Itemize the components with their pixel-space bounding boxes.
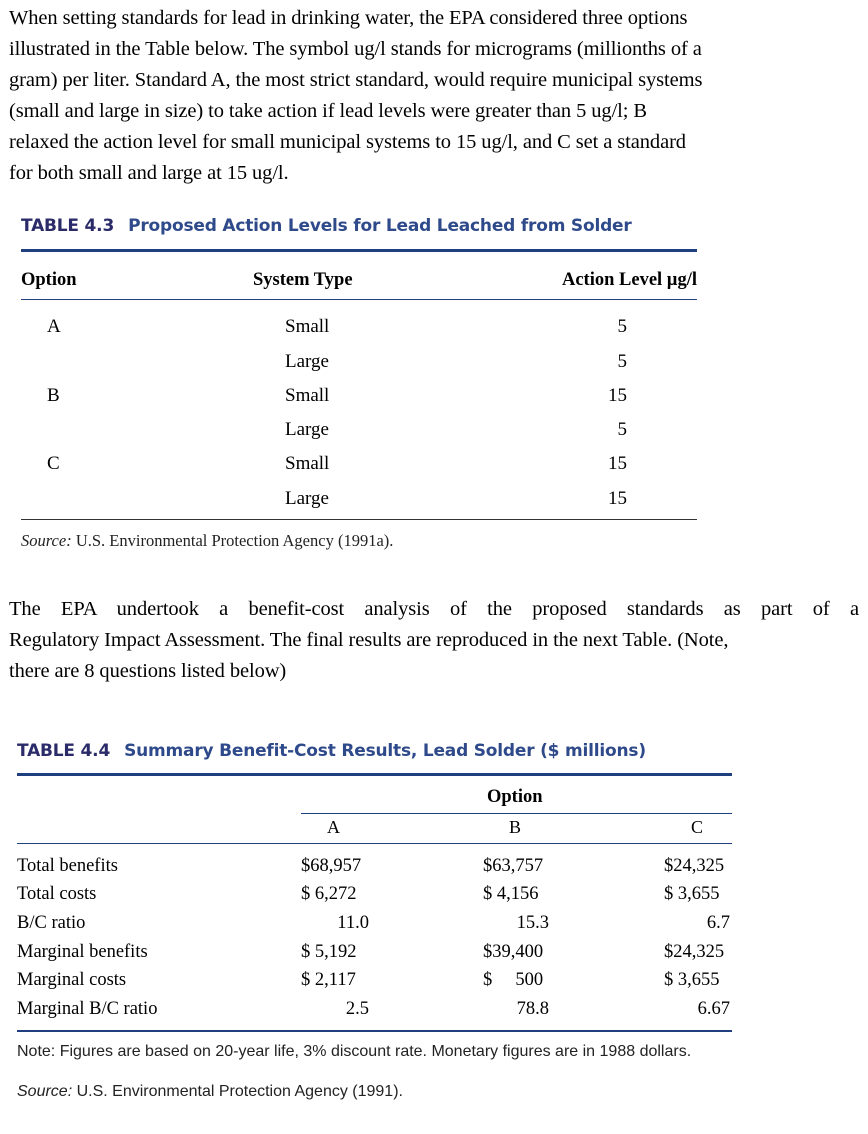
table43-row-level: 5 — [617, 419, 627, 440]
table43-row-level: 5 — [617, 351, 627, 372]
table44-cell-b: $ 500 — [483, 970, 544, 990]
table43-row-system: Small — [285, 453, 330, 474]
table44-row-label: Marginal costs — [17, 970, 127, 990]
table44-cell-c: $24,325 — [664, 856, 725, 876]
table43-row-level: 15 — [608, 385, 627, 406]
table44-cell-c: 6.7 — [706, 913, 730, 933]
table43-header-rule — [21, 299, 697, 300]
table44-row-label: B/C ratio — [17, 913, 86, 933]
table44-cell-b: 78.8 — [516, 999, 549, 1019]
middle-line: there are 8 questions listed below) — [9, 660, 287, 682]
intro-paragraph — [9, 3, 859, 189]
table44-source-text: U.S. Environmental Protection Agency (1991). — [72, 1083, 403, 1100]
table43-row-system: Large — [285, 351, 329, 372]
table44-title: Summary Benefit-Cost Results, Lead Solder ($ millions) — [124, 741, 646, 761]
table43-row-system: Large — [285, 419, 329, 440]
intro-line: When setting standards for lead in drinking water, the EPA considered three options — [9, 7, 688, 29]
table43-number: TABLE 4.3 — [21, 216, 115, 236]
table43-source-text: U.S. Environmental Protection Agency (1991a). — [71, 531, 394, 550]
table43-top-rule — [21, 249, 697, 252]
table44-number: TABLE 4.4 — [17, 741, 111, 761]
table44-note: Note: Figures are based on 20-year life, 3% discount rate. Monetary figures are in 1988 dollars. — [17, 1043, 692, 1060]
table44-row-label: Total benefits — [17, 856, 118, 876]
table44-cell-a: $ 2,117 — [301, 970, 356, 990]
table44-source-label: Source: — [17, 1083, 73, 1100]
table43-caption — [21, 216, 632, 236]
intro-line: (small and large in size) to take action if lead levels were greater than 5 ug/l; B — [9, 100, 647, 122]
table44-cell-a: 2.5 — [345, 999, 369, 1019]
table43-header-action-level: Action Level µg/l — [561, 270, 697, 290]
middle-line: The EPA undertook a benefit-cost analysis of the proposed standards as part of a — [9, 598, 859, 620]
table44-bottom-rule — [17, 1030, 732, 1032]
table44-cell-c: 6.67 — [697, 999, 730, 1019]
table44-cell-a: $ 6,272 — [301, 884, 357, 904]
table43-header-option: Option — [21, 270, 77, 290]
table44-option-header: Option — [487, 787, 543, 807]
table43-row-level: 15 — [608, 453, 627, 474]
table43-source-label: Source: — [21, 531, 72, 550]
table44-option-rule — [301, 813, 732, 814]
table44-row-label: Marginal benefits — [17, 942, 148, 962]
table44-cell-b: $63,757 — [483, 856, 544, 876]
table44-cell-c: $ 3,655 — [664, 970, 720, 990]
table43-row-system: Small — [285, 385, 330, 406]
intro-line: gram) per liter. Standard A, the most strict standard, would require municipal systems — [9, 69, 703, 91]
table44-row-label: Total costs — [17, 884, 97, 904]
table43-row-level: 15 — [608, 488, 627, 509]
table43-row-option: B — [47, 385, 60, 406]
middle-paragraph — [9, 594, 859, 687]
table44-col-c: C — [691, 817, 704, 837]
table44-caption — [17, 741, 646, 761]
table43-title: Proposed Action Levels for Lead Leached from Solder — [128, 216, 632, 236]
table44-header-rule — [17, 843, 732, 844]
table43-row-option: A — [47, 316, 61, 337]
intro-line: relaxed the action level for small municipal systems to 15 ug/l, and C set a standard — [9, 131, 686, 153]
table44-cell-b: $39,400 — [483, 942, 544, 962]
table44-cell-b: 15.3 — [516, 913, 549, 933]
table43-row-system: Small — [285, 316, 330, 337]
table44-cell-a: 11.0 — [337, 913, 369, 933]
table44-col-a: A — [327, 817, 340, 837]
table44-cell-b: $ 4,156 — [483, 884, 539, 904]
table44-cell-a: $68,957 — [301, 856, 362, 876]
intro-line: illustrated in the Table below. The symbol ug/l stands for micrograms (millionths of a — [9, 38, 702, 60]
table44-top-rule — [17, 773, 732, 776]
table44-source — [17, 1083, 403, 1101]
table43-source — [21, 531, 393, 551]
table44-cell-c: $ 3,655 — [664, 884, 720, 904]
middle-line: Regulatory Impact Assessment. The final results are reproduced in the next Table. (Note, — [9, 629, 729, 651]
intro-line: for both small and large at 15 ug/l. — [9, 162, 289, 184]
table43-header-system-type: System Type — [253, 270, 353, 290]
table44-row-label: Marginal B/C ratio — [17, 999, 158, 1019]
table43-bottom-rule — [21, 519, 697, 520]
table43-row-level: 5 — [617, 316, 627, 337]
table44-cell-a: $ 5,192 — [301, 942, 357, 962]
table44-cell-c: $24,325 — [664, 942, 725, 962]
table43-row-system: Large — [285, 488, 329, 509]
table44-col-b: B — [509, 817, 522, 837]
table43-row-option: C — [47, 453, 60, 474]
